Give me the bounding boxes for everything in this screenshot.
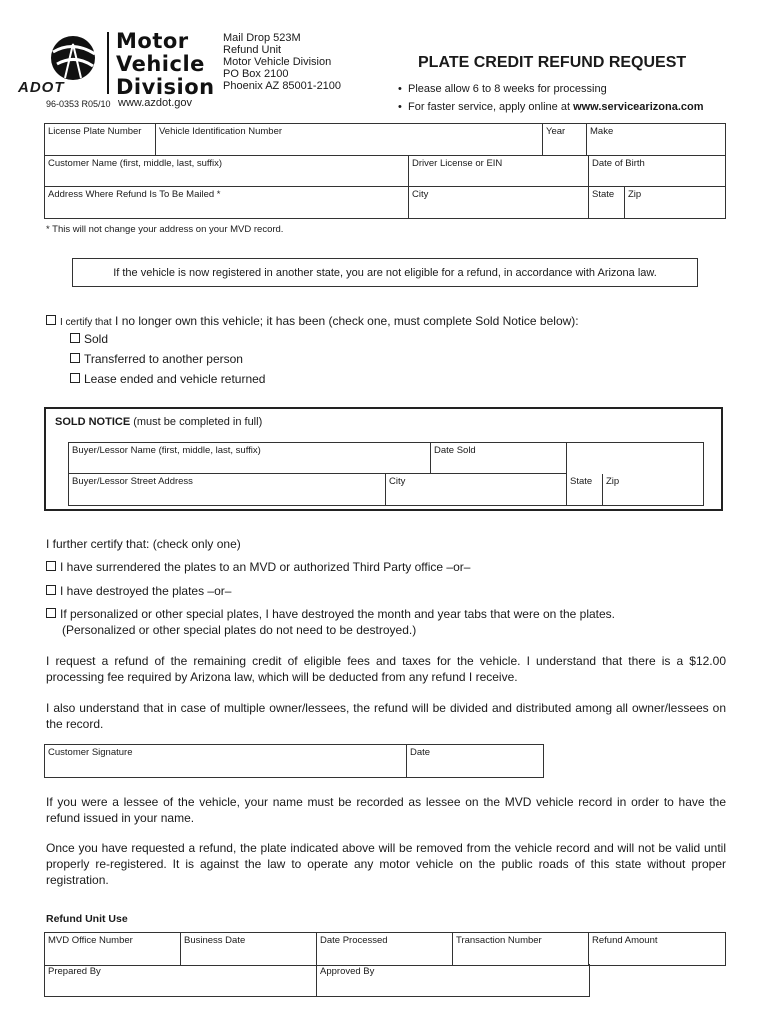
field-label: Date (410, 747, 431, 758)
option-label: Lease ended and vehicle returned (84, 372, 266, 386)
option-tabs-note: (Personalized or other special plates do not need to be destroyed.) (62, 623, 417, 637)
transferred-checkbox[interactable] (70, 353, 80, 363)
sold-notice-subtitle: (must be completed in full) (133, 416, 263, 428)
logo-word-division: Division (116, 75, 215, 99)
certify-checkbox[interactable] (46, 315, 56, 325)
refund-request-paragraph: I request a refund of the remaining credit of eligible fees and taxes for the vehicle. I understand that there is a $12.00 processing fee required by Arizona law, which will be deducted from any refund I receive. (46, 654, 726, 684)
customer-name-field[interactable] (45, 156, 409, 187)
customer-signature-field[interactable] (45, 745, 407, 777)
make-field[interactable] (587, 124, 725, 156)
surrendered-checkbox[interactable] (46, 561, 56, 571)
field-label: Refund Amount (592, 935, 658, 946)
field-label: Buyer/Lessor Name (first, middle, last, suffix) (72, 445, 261, 456)
transaction-number-field[interactable] (453, 933, 589, 965)
lease-ended-checkbox[interactable] (70, 373, 80, 383)
service-arizona-link[interactable]: www.servicearizona.com (573, 101, 704, 113)
option-label: Sold (84, 332, 109, 346)
field-label: Date Processed (320, 935, 388, 946)
certify-lead-small: I certify that (60, 317, 112, 328)
field-label: Zip (606, 476, 620, 487)
destroyed-checkbox[interactable] (46, 585, 56, 595)
certify-no-longer-own (46, 313, 579, 331)
bullet-dot: • (398, 101, 402, 113)
tabs-destroyed-checkbox[interactable] (46, 608, 56, 618)
mail-line: Refund Unit (223, 44, 282, 56)
state-field[interactable] (589, 187, 625, 218)
field-label: Address Where Refund Is To Be Mailed * (48, 189, 221, 200)
business-date-field[interactable] (181, 933, 317, 965)
zip-field[interactable] (625, 187, 725, 218)
field-label: City (389, 476, 406, 487)
sold-notice-heading (55, 416, 262, 428)
plate-removed-paragraph: Once you have requested a refund, the plate indicated above will be removed from the vehicle record and will not be valid until properly re-registered. It is against the law to operate any motor vehicle on the public roads of this state without proper registration. (46, 841, 726, 887)
logo-word-motor: Motor (116, 29, 189, 53)
form-title: PLATE CREDIT REFUND REQUEST (418, 54, 687, 71)
refund-unit-table (44, 932, 726, 966)
field-label: City (412, 189, 429, 200)
buyer-name-field[interactable] (69, 443, 431, 474)
field-label: Vehicle Identification Number (159, 126, 283, 137)
out-of-state-notice (72, 258, 698, 287)
field-label: Date Sold (434, 445, 476, 456)
buyer-city-field[interactable] (386, 474, 567, 505)
prepared-by-field[interactable] (45, 964, 317, 996)
year-field[interactable] (543, 124, 587, 156)
field-label: Approved By (320, 966, 375, 977)
date-of-birth-field[interactable] (589, 156, 725, 187)
date-sold-field[interactable] (431, 443, 567, 474)
sold-notice-table (68, 442, 704, 506)
signature-date-field[interactable] (407, 745, 543, 777)
option-label: I have surrendered the plates to an MVD or authorized Third Party office –or– (60, 560, 471, 574)
sold-notice-box (44, 407, 723, 511)
logo-word-vehicle: Vehicle (116, 52, 205, 76)
form-number: 96-0353 R05/10 (46, 99, 111, 109)
buyer-address-field[interactable] (69, 474, 386, 505)
option-tabs-destroyed (46, 606, 736, 622)
field-label: Zip (628, 189, 642, 200)
multiple-owners-paragraph: I also understand that in case of multiple owner/lessees, the refund will be divided and distributed among all owner/lessees on the record. (46, 701, 726, 731)
field-label: State (592, 189, 615, 200)
field-label: License Plate Number (48, 126, 142, 137)
date-processed-field[interactable] (317, 933, 453, 965)
website: www.azdot.gov (118, 97, 192, 109)
online-text: For faster service, apply online at (407, 101, 574, 113)
option-sold (70, 331, 108, 347)
mail-line: PO Box 2100 (223, 68, 289, 80)
field-label: Prepared By (48, 966, 101, 977)
license-plate-field[interactable] (45, 124, 156, 156)
adot-logo-text: ADOT (18, 79, 65, 96)
mail-line: Motor Vehicle Division (223, 56, 332, 68)
field-label: Date of Birth (592, 158, 645, 169)
field-label: Transaction Number (456, 935, 542, 946)
driver-license-field[interactable] (409, 156, 589, 187)
field-label: Driver License or EIN (412, 158, 503, 169)
further-certify-lead: I further certify that: (check only one) (46, 537, 241, 551)
city-field[interactable] (409, 187, 589, 218)
field-label: MVD Office Number (48, 935, 133, 946)
buyer-zip-field[interactable] (603, 474, 703, 505)
notice-text: If the vehicle is now registered in another state, you are not eligible for a refund, in accordance with Arizona law. (113, 266, 657, 279)
logo-divider (107, 32, 109, 94)
field-label: Year (546, 126, 566, 137)
mail-address (223, 32, 341, 92)
option-surrendered (46, 559, 470, 575)
processing-bullet (398, 83, 607, 95)
option-transferred (70, 351, 243, 367)
mail-line: Phoenix AZ 85001-2100 (223, 80, 342, 92)
sold-checkbox[interactable] (70, 333, 80, 343)
online-bullet (398, 101, 704, 113)
approval-table (44, 964, 590, 997)
signature-table (44, 744, 544, 778)
mailing-address-field[interactable] (45, 187, 409, 218)
field-label: Make (590, 126, 614, 137)
certify-lead-text: I no longer own this vehicle; it has been (check one, must complete Sold Notice below): (115, 314, 579, 328)
field-label: Buyer/Lessor Street Address (72, 476, 193, 487)
processing-text: Please allow 6 to 8 weeks for processing (407, 83, 607, 95)
buyer-state-field[interactable] (567, 474, 603, 505)
sold-notice-title: SOLD NOTICE (55, 416, 131, 428)
option-label: I have destroyed the plates –or– (60, 584, 232, 598)
refund-unit-heading: Refund Unit Use (46, 913, 128, 925)
field-label: State (570, 476, 593, 487)
field-label: Customer Signature (48, 747, 133, 758)
approved-by-field[interactable] (317, 964, 589, 996)
field-label: Business Date (184, 935, 246, 946)
vehicle-info-table (44, 123, 726, 219)
option-label: Transferred to another person (84, 352, 243, 366)
address-footnote: * This will not change your address on your MVD record. (46, 224, 284, 235)
refund-amount-field[interactable] (589, 933, 725, 965)
mvd-office-number-field[interactable] (45, 933, 181, 965)
bullet-dot: • (398, 83, 402, 95)
lessee-paragraph: If you were a lessee of the vehicle, your name must be recorded as lessee on the MVD vehicle record in order to have the refund issued in your name. (46, 795, 726, 825)
vin-field[interactable] (156, 124, 543, 156)
field-label: Customer Name (first, middle, last, suffix) (48, 158, 223, 169)
option-destroyed (46, 583, 231, 599)
mail-line: Mail Drop 523M (223, 32, 301, 44)
option-lease-ended (70, 371, 265, 387)
option-label: If personalized or other special plates, I have destroyed the month and year tabs that were on the plates. (60, 607, 615, 621)
